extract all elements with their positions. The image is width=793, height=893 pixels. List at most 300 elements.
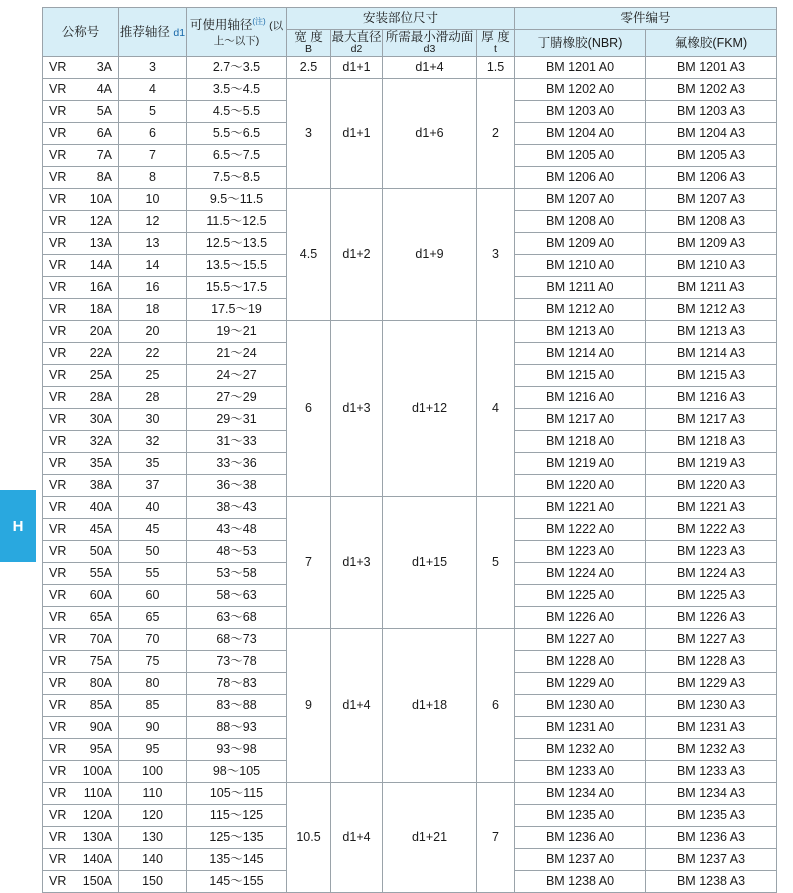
- nominal-prefix: VR: [49, 192, 67, 207]
- nominal-prefix: VR: [49, 170, 67, 185]
- table-row: [43, 56, 777, 78]
- nominal-prefix: VR: [49, 368, 67, 383]
- cell-nominal: [43, 738, 119, 760]
- nominal-prefix: VR: [49, 764, 67, 779]
- cell-nominal: [43, 56, 119, 78]
- col-header-max-diameter: 最大直径 d2: [331, 30, 382, 56]
- cell-part-number-nbr: BM 1232 A0: [515, 738, 646, 760]
- cell-min-sliding-surface: d1+9: [383, 188, 477, 320]
- cell-usable-shaft: 11.5～12.5: [187, 210, 287, 232]
- cell-max-diameter: d1+4: [331, 628, 383, 782]
- nominal-prefix: VR: [49, 412, 67, 427]
- cell-nominal: [43, 364, 119, 386]
- vr-seal-spec-table: [42, 7, 777, 893]
- cell-part-number-fkm: BM 1213 A3: [646, 320, 777, 342]
- nominal-prefix: VR: [49, 698, 67, 713]
- nominal-size: 5A: [96, 104, 112, 119]
- cell-usable-shaft: 4.5～5.5: [187, 100, 287, 122]
- nominal-size: 75A: [89, 654, 112, 669]
- cell-recommended-shaft: 50: [119, 540, 187, 562]
- cell-max-diameter: d1+1: [331, 56, 383, 78]
- nominal-prefix: VR: [49, 82, 67, 97]
- cell-nominal: [43, 562, 119, 584]
- nominal-size: 32A: [89, 434, 112, 449]
- cell-part-number-fkm: BM 1231 A3: [646, 716, 777, 738]
- cell-recommended-shaft: 90: [119, 716, 187, 738]
- cell-nominal: [43, 650, 119, 672]
- cell-nominal: [43, 386, 119, 408]
- cell-part-number-fkm: BM 1215 A3: [646, 364, 777, 386]
- cell-part-number-nbr: BM 1223 A0: [515, 540, 646, 562]
- nominal-prefix: VR: [49, 610, 67, 625]
- cell-part-number-fkm: BM 1220 A3: [646, 474, 777, 496]
- nominal-size: 10A: [89, 192, 112, 207]
- nominal-size: 120A: [82, 808, 112, 823]
- cell-usable-shaft: 9.5～11.5: [187, 188, 287, 210]
- cell-part-number-nbr: BM 1207 A0: [515, 188, 646, 210]
- cell-recommended-shaft: 140: [119, 848, 187, 870]
- nominal-prefix: VR: [49, 214, 67, 229]
- cell-recommended-shaft: 3: [119, 56, 187, 78]
- cell-part-number-fkm: BM 1204 A3: [646, 122, 777, 144]
- cell-part-number-nbr: BM 1230 A0: [515, 694, 646, 716]
- cell-part-number-nbr: BM 1235 A0: [515, 804, 646, 826]
- nominal-size: 85A: [89, 698, 112, 713]
- cell-width: 10.5: [287, 782, 331, 892]
- cell-usable-shaft: 6.5～7.5: [187, 144, 287, 166]
- cell-nominal: [43, 166, 119, 188]
- col-header-thickness-symbol: t: [494, 43, 497, 56]
- cell-part-number-fkm: BM 1217 A3: [646, 408, 777, 430]
- cell-recommended-shaft: 130: [119, 826, 187, 848]
- cell-usable-shaft: 17.5～19: [187, 298, 287, 320]
- nominal-prefix: VR: [49, 566, 67, 581]
- cell-min-sliding-surface: d1+18: [383, 628, 477, 782]
- cell-part-number-fkm: BM 1208 A3: [646, 210, 777, 232]
- cell-part-number-nbr: BM 1237 A0: [515, 848, 646, 870]
- nominal-size: 140A: [82, 852, 112, 867]
- cell-min-sliding-surface: d1+12: [383, 320, 477, 496]
- nominal-prefix: VR: [49, 676, 67, 691]
- cell-usable-shaft: 73～78: [187, 650, 287, 672]
- cell-part-number-fkm: BM 1206 A3: [646, 166, 777, 188]
- nominal-size: 8A: [96, 170, 112, 185]
- cell-part-number-nbr: BM 1219 A0: [515, 452, 646, 474]
- cell-part-number-nbr: BM 1231 A0: [515, 716, 646, 738]
- cell-part-number-fkm: BM 1225 A3: [646, 584, 777, 606]
- cell-part-number-fkm: BM 1237 A3: [646, 848, 777, 870]
- cell-nominal: [43, 518, 119, 540]
- cell-width: 4.5: [287, 188, 331, 320]
- cell-part-number-fkm: BM 1226 A3: [646, 606, 777, 628]
- cell-nominal: [43, 122, 119, 144]
- cell-part-number-nbr: BM 1229 A0: [515, 672, 646, 694]
- cell-recommended-shaft: 6: [119, 122, 187, 144]
- cell-part-number-nbr: BM 1233 A0: [515, 760, 646, 782]
- nominal-prefix: VR: [49, 456, 67, 471]
- cell-part-number-nbr: BM 1224 A0: [515, 562, 646, 584]
- cell-part-number-fkm: BM 1219 A3: [646, 452, 777, 474]
- cell-thickness: 4: [477, 320, 515, 496]
- nominal-prefix: VR: [49, 654, 67, 669]
- cell-nominal: [43, 408, 119, 430]
- col-header-nominal: 公称号: [43, 8, 119, 57]
- cell-width: 6: [287, 320, 331, 496]
- cell-part-number-fkm: BM 1214 A3: [646, 342, 777, 364]
- cell-usable-shaft: 38～43: [187, 496, 287, 518]
- cell-recommended-shaft: 95: [119, 738, 187, 760]
- cell-usable-shaft: 27～29: [187, 386, 287, 408]
- nominal-prefix: VR: [49, 478, 67, 493]
- nominal-size: 16A: [89, 280, 112, 295]
- cell-usable-shaft: 13.5～15.5: [187, 254, 287, 276]
- nominal-prefix: VR: [49, 434, 67, 449]
- nominal-prefix: VR: [49, 720, 67, 735]
- cell-part-number-fkm: BM 1203 A3: [646, 100, 777, 122]
- cell-part-number-nbr: BM 1222 A0: [515, 518, 646, 540]
- cell-recommended-shaft: 13: [119, 232, 187, 254]
- cell-usable-shaft: 33～36: [187, 452, 287, 474]
- nominal-size: 40A: [89, 500, 112, 515]
- cell-recommended-shaft: 28: [119, 386, 187, 408]
- cell-min-sliding-surface: d1+15: [383, 496, 477, 628]
- cell-nominal: [43, 78, 119, 100]
- nominal-size: 6A: [96, 126, 112, 141]
- nominal-prefix: VR: [49, 874, 67, 889]
- cell-part-number-fkm: BM 1222 A3: [646, 518, 777, 540]
- cell-part-number-nbr: BM 1202 A0: [515, 78, 646, 100]
- cell-recommended-shaft: 35: [119, 452, 187, 474]
- cell-usable-shaft: 19～21: [187, 320, 287, 342]
- cell-nominal: [43, 276, 119, 298]
- cell-recommended-shaft: 60: [119, 584, 187, 606]
- cell-recommended-shaft: 55: [119, 562, 187, 584]
- section-tab-h: [0, 490, 36, 562]
- cell-usable-shaft: 88～93: [187, 716, 287, 738]
- nominal-size: 28A: [89, 390, 112, 405]
- cell-part-number-fkm: BM 1236 A3: [646, 826, 777, 848]
- cell-usable-shaft: 29～31: [187, 408, 287, 430]
- nominal-size: 45A: [89, 522, 112, 537]
- cell-part-number-fkm: BM 1230 A3: [646, 694, 777, 716]
- cell-recommended-shaft: 18: [119, 298, 187, 320]
- nominal-prefix: VR: [49, 324, 67, 339]
- cell-usable-shaft: 48～53: [187, 540, 287, 562]
- cell-part-number-nbr: BM 1201 A0: [515, 56, 646, 78]
- cell-min-sliding-surface: d1+6: [383, 78, 477, 188]
- cell-usable-shaft: 145～155: [187, 870, 287, 892]
- nominal-prefix: VR: [49, 346, 67, 361]
- cell-part-number-nbr: BM 1221 A0: [515, 496, 646, 518]
- cell-nominal: [43, 826, 119, 848]
- cell-nominal: [43, 298, 119, 320]
- nominal-size: 13A: [89, 236, 112, 251]
- cell-min-sliding-surface: d1+21: [383, 782, 477, 892]
- cell-part-number-nbr: BM 1203 A0: [515, 100, 646, 122]
- nominal-prefix: VR: [49, 500, 67, 515]
- col-group-header-mounting-dimensions: 安装部位尺寸: [287, 8, 515, 30]
- cell-part-number-fkm: BM 1218 A3: [646, 430, 777, 452]
- cell-part-number-fkm: BM 1238 A3: [646, 870, 777, 892]
- cell-usable-shaft: 125～135: [187, 826, 287, 848]
- cell-part-number-fkm: BM 1209 A3: [646, 232, 777, 254]
- cell-max-diameter: d1+1: [331, 78, 383, 188]
- cell-nominal: [43, 870, 119, 892]
- col-header-min-sliding-surface: 所需最小滑动面 d3: [383, 30, 477, 57]
- nominal-size: 50A: [89, 544, 112, 559]
- cell-width: 7: [287, 496, 331, 628]
- nominal-size: 38A: [89, 478, 112, 493]
- col-header-thickness: 厚 度 t: [477, 30, 515, 57]
- cell-recommended-shaft: 25: [119, 364, 187, 386]
- nominal-size: 30A: [89, 412, 112, 427]
- cell-nominal: [43, 782, 119, 804]
- cell-max-diameter: d1+3: [331, 496, 383, 628]
- cell-usable-shaft: 83～88: [187, 694, 287, 716]
- table-row: [43, 78, 777, 100]
- cell-nominal: [43, 496, 119, 518]
- cell-usable-shaft: 105～115: [187, 782, 287, 804]
- cell-part-number-nbr: BM 1206 A0: [515, 166, 646, 188]
- table-row: [43, 496, 777, 518]
- cell-recommended-shaft: 7: [119, 144, 187, 166]
- nominal-size: 100A: [82, 764, 112, 779]
- nominal-size: 130A: [82, 830, 112, 845]
- cell-part-number-nbr: BM 1218 A0: [515, 430, 646, 452]
- cell-recommended-shaft: 100: [119, 760, 187, 782]
- nominal-prefix: VR: [49, 544, 67, 559]
- cell-part-number-nbr: BM 1238 A0: [515, 870, 646, 892]
- nominal-size: 20A: [89, 324, 112, 339]
- cell-usable-shaft: 98～105: [187, 760, 287, 782]
- cell-part-number-nbr: BM 1211 A0: [515, 276, 646, 298]
- cell-nominal: [43, 452, 119, 474]
- cell-part-number-fkm: BM 1228 A3: [646, 650, 777, 672]
- cell-usable-shaft: 53～58: [187, 562, 287, 584]
- cell-nominal: [43, 760, 119, 782]
- col-header-recommended-shaft: 推荐轴径 d1: [119, 8, 187, 57]
- col-group-header-part-number: 零件编号: [515, 8, 777, 30]
- cell-part-number-fkm: BM 1234 A3: [646, 782, 777, 804]
- cell-nominal: [43, 584, 119, 606]
- nominal-prefix: VR: [49, 60, 67, 75]
- cell-nominal: [43, 342, 119, 364]
- nominal-prefix: VR: [49, 390, 67, 405]
- cell-recommended-shaft: 75: [119, 650, 187, 672]
- nominal-prefix: VR: [49, 258, 67, 273]
- cell-usable-shaft: 21～24: [187, 342, 287, 364]
- cell-nominal: [43, 716, 119, 738]
- cell-part-number-nbr: BM 1216 A0: [515, 386, 646, 408]
- cell-part-number-fkm: BM 1211 A3: [646, 276, 777, 298]
- cell-part-number-nbr: BM 1214 A0: [515, 342, 646, 364]
- col-header-fkm: 氟橡胶(FKM): [646, 30, 777, 57]
- cell-usable-shaft: 36～38: [187, 474, 287, 496]
- cell-nominal: [43, 320, 119, 342]
- cell-part-number-fkm: BM 1229 A3: [646, 672, 777, 694]
- cell-thickness: 3: [477, 188, 515, 320]
- cell-min-sliding-surface: d1+4: [383, 56, 477, 78]
- cell-recommended-shaft: 22: [119, 342, 187, 364]
- cell-usable-shaft: 68～73: [187, 628, 287, 650]
- cell-usable-shaft: 63～68: [187, 606, 287, 628]
- nominal-prefix: VR: [49, 808, 67, 823]
- cell-recommended-shaft: 80: [119, 672, 187, 694]
- cell-usable-shaft: 2.7～3.5: [187, 56, 287, 78]
- cell-thickness: 5: [477, 496, 515, 628]
- cell-thickness: 2: [477, 78, 515, 188]
- cell-usable-shaft: 7.5～8.5: [187, 166, 287, 188]
- cell-recommended-shaft: 10: [119, 188, 187, 210]
- spec-table-container: [42, 7, 782, 893]
- table-row: [43, 188, 777, 210]
- nominal-size: 55A: [89, 566, 112, 581]
- cell-width: 2.5: [287, 56, 331, 78]
- cell-thickness: 6: [477, 628, 515, 782]
- cell-recommended-shaft: 8: [119, 166, 187, 188]
- cell-nominal: [43, 210, 119, 232]
- cell-part-number-fkm: BM 1202 A3: [646, 78, 777, 100]
- cell-recommended-shaft: 12: [119, 210, 187, 232]
- cell-recommended-shaft: 40: [119, 496, 187, 518]
- nominal-prefix: VR: [49, 280, 67, 295]
- nominal-prefix: VR: [49, 742, 67, 757]
- cell-recommended-shaft: 45: [119, 518, 187, 540]
- cell-usable-shaft: 115～125: [187, 804, 287, 826]
- section-tab-label: H: [12, 517, 24, 535]
- cell-part-number-nbr: BM 1225 A0: [515, 584, 646, 606]
- cell-recommended-shaft: 70: [119, 628, 187, 650]
- nominal-size: 35A: [89, 456, 112, 471]
- cell-part-number-fkm: BM 1210 A3: [646, 254, 777, 276]
- nominal-size: 80A: [89, 676, 112, 691]
- nominal-prefix: VR: [49, 104, 67, 119]
- cell-recommended-shaft: 14: [119, 254, 187, 276]
- nominal-size: 90A: [89, 720, 112, 735]
- cell-part-number-nbr: BM 1212 A0: [515, 298, 646, 320]
- cell-part-number-nbr: BM 1205 A0: [515, 144, 646, 166]
- cell-usable-shaft: 43～48: [187, 518, 287, 540]
- nominal-size: 65A: [89, 610, 112, 625]
- nominal-size: 60A: [89, 588, 112, 603]
- nominal-size: 150A: [82, 874, 112, 889]
- cell-nominal: [43, 100, 119, 122]
- cell-recommended-shaft: 32: [119, 430, 187, 452]
- cell-nominal: [43, 430, 119, 452]
- cell-part-number-nbr: BM 1227 A0: [515, 628, 646, 650]
- nominal-size: 25A: [89, 368, 112, 383]
- cell-recommended-shaft: 85: [119, 694, 187, 716]
- cell-recommended-shaft: 16: [119, 276, 187, 298]
- cell-part-number-fkm: BM 1212 A3: [646, 298, 777, 320]
- cell-part-number-nbr: BM 1204 A0: [515, 122, 646, 144]
- nominal-size: 7A: [96, 148, 112, 163]
- nominal-prefix: VR: [49, 126, 67, 141]
- col-header-max-diameter-symbol: d2: [350, 43, 363, 56]
- cell-nominal: [43, 694, 119, 716]
- cell-part-number-fkm: BM 1223 A3: [646, 540, 777, 562]
- nominal-size: 12A: [89, 214, 112, 229]
- cell-recommended-shaft: 110: [119, 782, 187, 804]
- cell-part-number-nbr: BM 1234 A0: [515, 782, 646, 804]
- cell-part-number-nbr: BM 1210 A0: [515, 254, 646, 276]
- cell-part-number-nbr: BM 1215 A0: [515, 364, 646, 386]
- cell-part-number-nbr: BM 1236 A0: [515, 826, 646, 848]
- nominal-size: 18A: [89, 302, 112, 317]
- cell-nominal: [43, 232, 119, 254]
- cell-nominal: [43, 144, 119, 166]
- cell-width: 9: [287, 628, 331, 782]
- cell-nominal: [43, 540, 119, 562]
- nominal-size: 3A: [96, 60, 112, 75]
- cell-max-diameter: d1+2: [331, 188, 383, 320]
- nominal-size: 14A: [89, 258, 112, 273]
- cell-recommended-shaft: 120: [119, 804, 187, 826]
- cell-recommended-shaft: 5: [119, 100, 187, 122]
- nominal-prefix: VR: [49, 588, 67, 603]
- cell-part-number-nbr: BM 1213 A0: [515, 320, 646, 342]
- cell-part-number-fkm: BM 1227 A3: [646, 628, 777, 650]
- cell-nominal: [43, 804, 119, 826]
- cell-recommended-shaft: 150: [119, 870, 187, 892]
- cell-usable-shaft: 3.5～4.5: [187, 78, 287, 100]
- cell-usable-shaft: 12.5～13.5: [187, 232, 287, 254]
- col-header-usable-shaft-range: (以上～以下): [213, 20, 284, 47]
- nominal-size: 22A: [89, 346, 112, 361]
- cell-width: 3: [287, 78, 331, 188]
- cell-part-number-fkm: BM 1235 A3: [646, 804, 777, 826]
- table-row: [43, 320, 777, 342]
- cell-usable-shaft: 78～83: [187, 672, 287, 694]
- cell-recommended-shaft: 65: [119, 606, 187, 628]
- cell-part-number-nbr: BM 1209 A0: [515, 232, 646, 254]
- nominal-prefix: VR: [49, 852, 67, 867]
- cell-usable-shaft: 5.5～6.5: [187, 122, 287, 144]
- nominal-prefix: VR: [49, 148, 67, 163]
- cell-nominal: [43, 254, 119, 276]
- cell-part-number-nbr: BM 1226 A0: [515, 606, 646, 628]
- cell-recommended-shaft: 37: [119, 474, 187, 496]
- cell-part-number-fkm: BM 1201 A3: [646, 56, 777, 78]
- nominal-size: 70A: [89, 632, 112, 647]
- cell-part-number-nbr: BM 1208 A0: [515, 210, 646, 232]
- footnote-marker: (注): [252, 17, 266, 26]
- table-header-row-1: [43, 8, 777, 30]
- cell-nominal: [43, 672, 119, 694]
- cell-part-number-fkm: BM 1205 A3: [646, 144, 777, 166]
- col-header-recommended-shaft-symbol: d1: [173, 26, 186, 39]
- cell-part-number-fkm: BM 1232 A3: [646, 738, 777, 760]
- cell-part-number-nbr: BM 1228 A0: [515, 650, 646, 672]
- cell-part-number-fkm: BM 1207 A3: [646, 188, 777, 210]
- nominal-prefix: VR: [49, 522, 67, 537]
- cell-thickness: 1.5: [477, 56, 515, 78]
- cell-nominal: [43, 848, 119, 870]
- nominal-prefix: VR: [49, 786, 67, 801]
- nominal-prefix: VR: [49, 632, 67, 647]
- cell-usable-shaft: 58～63: [187, 584, 287, 606]
- nominal-prefix: VR: [49, 830, 67, 845]
- nominal-prefix: VR: [49, 236, 67, 251]
- cell-part-number-fkm: BM 1221 A3: [646, 496, 777, 518]
- table-row: [43, 628, 777, 650]
- col-header-width-symbol: B: [304, 43, 312, 56]
- col-header-width: 宽 度 B: [287, 30, 331, 57]
- cell-max-diameter: d1+4: [331, 782, 383, 892]
- cell-part-number-fkm: BM 1216 A3: [646, 386, 777, 408]
- cell-nominal: [43, 188, 119, 210]
- cell-usable-shaft: 24～27: [187, 364, 287, 386]
